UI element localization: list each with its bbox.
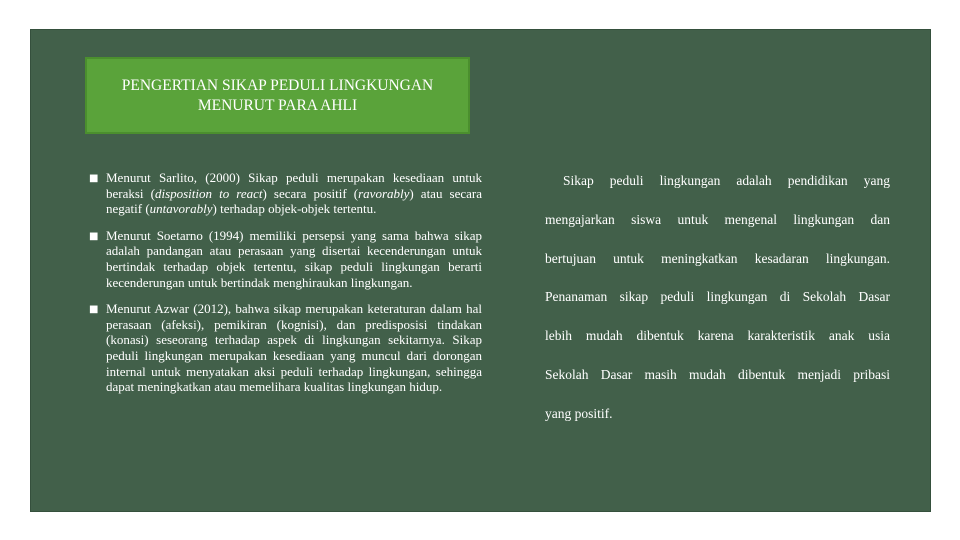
right-paragraph (545, 170, 890, 442)
square-bullet-icon: ■ (89, 173, 99, 184)
title-line-1: PENGERTIAN SIKAP PEDULI LINGKUNGAN (121, 76, 434, 94)
paragraph-line: yang positif. (545, 405, 613, 421)
bullet-text: ) terhadap objek-objek tertentu. (212, 201, 377, 217)
bullet-italic: untavorably (149, 201, 213, 217)
bullet-text: Menurut Soetarno (1994) memiliki persepsi yang sama bahwa sikap adalah pandangan atau perasaan yang disertai kecenderungan untuk bertindak terhadap objek tertentu, sikap peduli lingkungan berarti kecenderungan untuk bertindak menghiraukan lingkungan. (106, 227, 482, 290)
bullet-text: Menurut Sarlito, (2000) Sikap peduli merupakan kesediaan untuk beraksi ( (106, 170, 482, 201)
bullet-text: ) secara positif ( (262, 185, 359, 201)
bullet-list (89, 170, 482, 406)
square-bullet-icon: ■ (89, 230, 99, 242)
bullet-italic: ravorably (358, 185, 410, 201)
paragraph-line: Sekolah Dasar masih mudah dibentuk menjadi pribasi (545, 366, 890, 382)
bullet-text: Menurut Azwar (2012), bahwa sikap merupakan keteraturan dalam hal perasaan (afeksi), pemikiran (kognisi), dan predisposisi tindakan (konasi) seseorang terhadap aspek di lingkungan sekitarnya. Sikap peduli lingkungan merupakan kesediaan yang muncul dari dorongan internal untuk menyatakan aksi peduli terhadap lingkungan, sehingga dapat meningkatkan atau memelihara kualitas lingkungan hidup. (106, 301, 482, 395)
paragraph-line: mengajarkan siswa untuk mengenal lingkungan dan (545, 211, 890, 227)
paragraph-line: lebih mudah dibentuk karena karakteristik anak usia (545, 328, 890, 344)
paragraph-line: Penanaman sikap peduli lingkungan di Sekolah Dasar (545, 289, 890, 305)
bullet-italic: disposition to react (154, 185, 263, 201)
title-line-2: MENURUT PARA AHLI (197, 96, 358, 114)
bullet-text: ) atau secara negatif ( (106, 185, 482, 217)
paragraph-line: Sikap peduli lingkungan adalah pendidikan yang (563, 173, 890, 188)
paragraph-line: bertujuan untuk meningkatkan kesadaran lingkungan. (545, 250, 890, 266)
square-bullet-icon: ■ (89, 304, 99, 316)
bullet-item (89, 301, 482, 395)
bullet-item (89, 228, 482, 290)
slide-panel (30, 29, 931, 512)
bullet-item (89, 170, 482, 217)
title-box (85, 57, 470, 134)
